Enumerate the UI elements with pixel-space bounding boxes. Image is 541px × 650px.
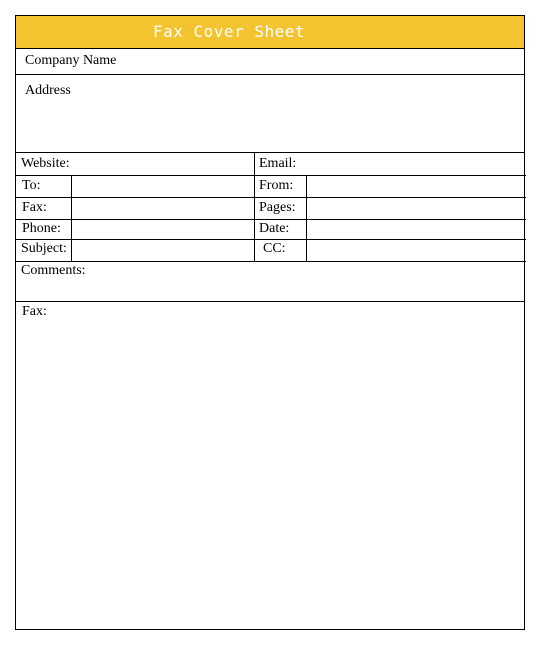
email-field[interactable] (254, 153, 526, 175)
grid-line (16, 175, 526, 176)
subject-label: Subject: (21, 241, 67, 256)
pages-input-cell[interactable] (306, 197, 526, 219)
grid-line (71, 175, 72, 261)
website-field[interactable] (16, 153, 254, 175)
grid-line (16, 197, 526, 198)
title-bar (16, 16, 524, 49)
date-label: Date: (259, 221, 290, 236)
website-label: Website: (21, 156, 70, 171)
cc-label-cell (254, 239, 306, 261)
company-name-row[interactable] (16, 49, 524, 75)
phone-label: Phone: (22, 221, 61, 236)
cc-input-cell[interactable] (306, 239, 526, 261)
grid-line (254, 153, 255, 261)
subject-input-cell[interactable] (71, 239, 254, 261)
sheet-title: Fax Cover Sheet (153, 22, 305, 41)
grid-line (16, 219, 526, 220)
comments-label: Comments: (21, 263, 86, 278)
to-label-cell (16, 175, 71, 197)
fax-body-label: Fax: (22, 304, 47, 319)
address-row[interactable] (16, 75, 524, 153)
grid-line (16, 239, 526, 240)
to-label: To: (22, 178, 41, 193)
email-label: Email: (259, 156, 297, 171)
address-label: Address (25, 83, 71, 98)
date-input-cell[interactable] (306, 219, 526, 239)
fax-cover-sheet (15, 15, 525, 630)
date-label-cell (254, 219, 306, 239)
website-email-row (16, 153, 524, 175)
from-label-cell (254, 175, 306, 197)
fax-label-cell (16, 197, 71, 219)
fax-pages-row (16, 197, 524, 219)
pages-label-cell (254, 197, 306, 219)
cc-label: CC: (263, 241, 286, 256)
comments-row[interactable] (16, 261, 524, 302)
phone-date-row (16, 219, 524, 239)
pages-label: Pages: (259, 200, 296, 215)
to-from-row (16, 175, 524, 197)
fax-body-area[interactable] (16, 302, 524, 630)
to-input-cell[interactable] (71, 175, 254, 197)
from-label: From: (259, 178, 294, 193)
phone-label-cell (16, 219, 71, 239)
subject-cc-row (16, 239, 524, 261)
fax-label: Fax: (22, 200, 47, 215)
phone-input-cell[interactable] (71, 219, 254, 239)
fax-input-cell[interactable] (71, 197, 254, 219)
grid-line (306, 175, 307, 261)
subject-label-cell (16, 239, 71, 261)
company-name-label: Company Name (25, 53, 117, 68)
from-input-cell[interactable] (306, 175, 526, 197)
